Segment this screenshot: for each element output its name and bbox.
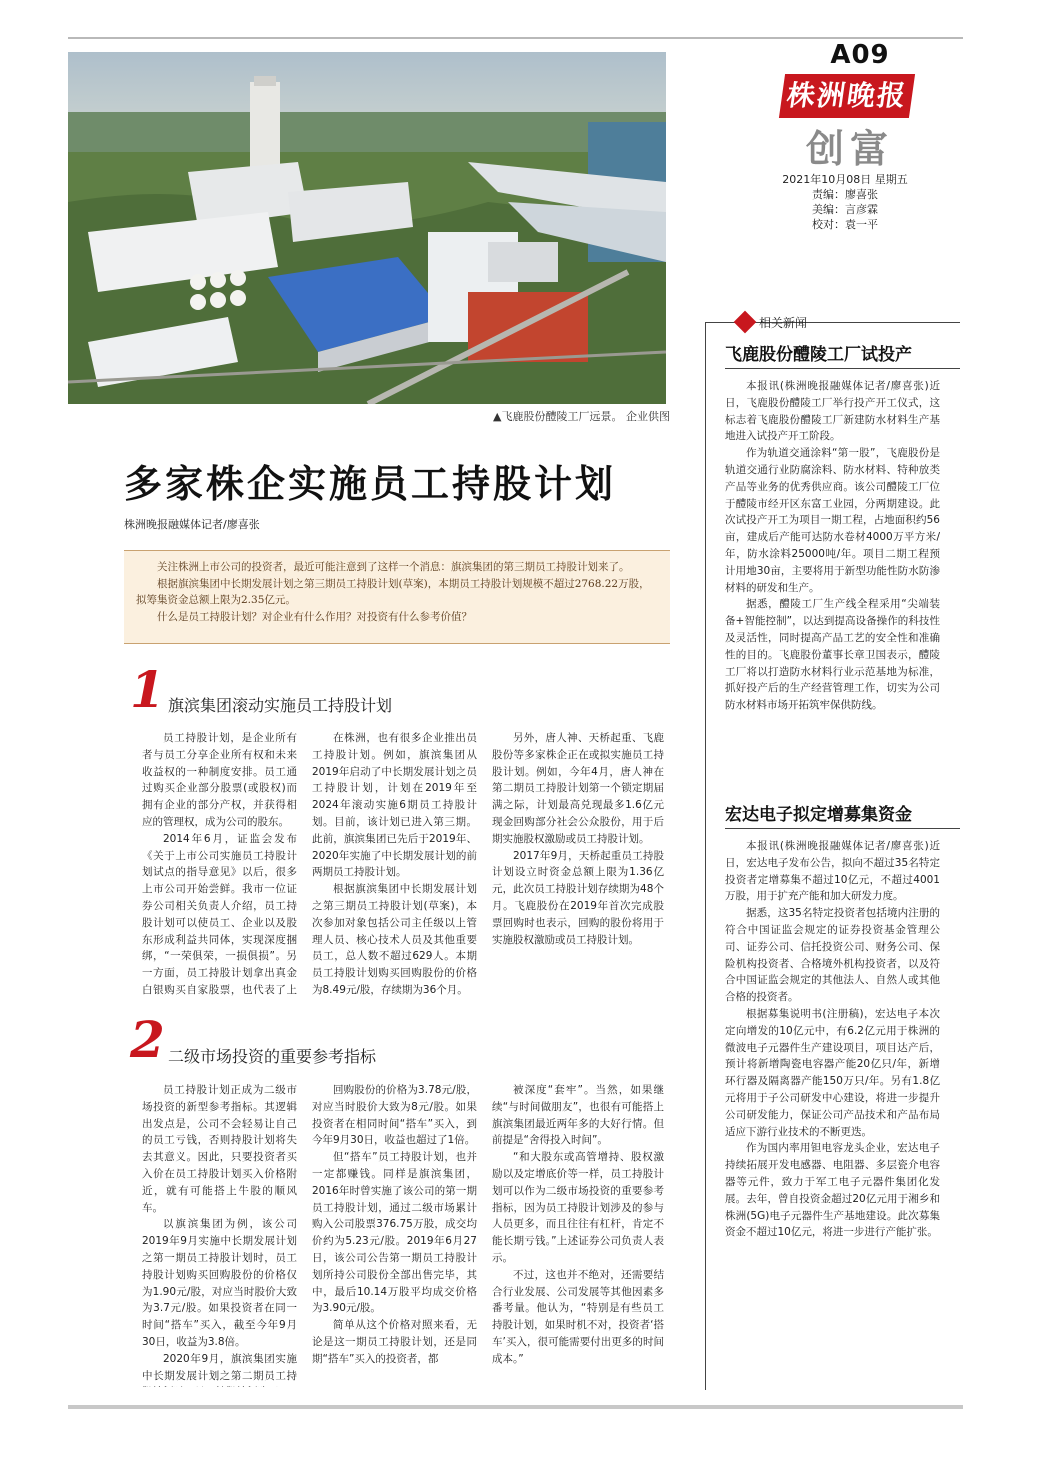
top-rule [68, 37, 963, 39]
editor-credit: 责编：廖喜张 [812, 188, 878, 201]
pen-icon [734, 311, 757, 334]
main-headline: 多家株企实施员工持股计划 [124, 462, 617, 506]
body-paragraph: 员工持股计划正成为二级市场投资的新型参考指标。其逻辑出发点是，公司不会轻易让自己的员工亏钱，否则持股计划将失去其意义。因此，只要投资者买入价在员工持股计划买入价格附近，就有可能搭上牛股的顺风车。 [142, 1084, 297, 1214]
section-1-column-1 [142, 730, 297, 1000]
sidebar-story-2-headline: 宏达电子拟定增募集资金 [725, 805, 912, 825]
proofreader-credit: 校对：袁一平 [812, 218, 878, 231]
body-paragraph: 以旗滨集团为例，该公司2019年9月实施中长期发展计划之第一期员工持股计划时，员工持股计划购买回购股份的价格仅为1.90元/股，对应当时股价大致为3.7元/股。如果投资者在同一时间“搭车”买入，截至今年9月30日，收益为3.8倍。 [142, 1218, 297, 1348]
issue-date: 2021年10月08日 星期五 [782, 173, 908, 186]
sidebar-rule [725, 368, 960, 369]
body-paragraph: 作为国内率用钽电容龙头企业，宏达电子持续拓展开发电感器、电阻器、多层瓷介电容器等元件，致力于军工电子元器件集团化发展。去年，曾自投资金超过20亿元用于湘乡和株洲(5G)电子元器件生产基地建设。此次募集资金不超过10亿元，将进一步进行产能扩张。 [725, 1142, 940, 1239]
sidebar-story-1-body [725, 378, 940, 778]
body-paragraph: 根据募集说明书(注册稿)，宏达电子本次定向增发的10亿元中，有6.2亿元用于株洲的微波电子元器件生产建设项目，项目达产后，预计将新增陶瓷电容器产能20亿只/年，新增环行器及隔离器产能150万只/年。另有1.8亿元将用于子公司研发中心建设，将进一步提升公司研发能力，保证公司产品技术和产品布局适应下游行业技术的不断更迭。 [725, 1007, 940, 1138]
bottom-rule [68, 1405, 963, 1409]
designer-credit: 美编：言彦霖 [812, 203, 878, 216]
lead-box [124, 550, 670, 644]
section-1-title: 旗滨集团滚动实施员工持股计划 [168, 696, 393, 715]
factory-aerial-illustration [68, 52, 666, 404]
body-paragraph: 据悉，这35名特定投资者包括境内注册的符合中国证监会规定的证券投资基金管理公司、证券公司、信托投资公司、财务公司、保险机构投资者、合格境外机构投资者，以及符合中国证监会规定的其他法人、自然人或其他合格的投资者。 [725, 907, 940, 1004]
sidebar-story-2-body [725, 838, 940, 1378]
paper-logo: 株洲晚报 [779, 74, 915, 118]
section-2-number: 2 [130, 1010, 165, 1069]
body-paragraph: 不过，这也并不绝对，还需要结合行业发展、公司发展等其他因素多番考量。他认为，“特别是有些员工持股计划，如果时机不对，投资者‘搭车’买入，很可能需要付出更多的时间成本。” [492, 1268, 664, 1365]
body-paragraph: 员工持股计划，是企业所有者与员工分享企业所有权和未来收益权的一种制度安排。员工通过购买企业部分股票(或股权)而拥有企业的部分产权，并获得相应的管理权，成为公司的股东。 [142, 732, 297, 828]
lead-paragraph: 什么是员工持股计划？对企业有什么作用？对投资有什么参考价值？ [157, 610, 472, 623]
section-1-column-2 [312, 730, 477, 1000]
body-paragraph: 本报讯(株洲晚报融媒体记者/廖喜张)近日，飞鹿股份醴陵工厂举行投产开工仪式，这标志着飞鹿股份醴陵工厂新建防水材料生产基地进入试投产开工阶段。 [725, 380, 940, 443]
body-paragraph: 简单从这个价格对照来看，无论是这一期员工持股计划，还是同期“搭车”买入的投资者，都 [312, 1319, 477, 1365]
body-paragraph: 据悉，醴陵工厂生产线全程采用“尖端装备+智能控制”，以达到提高设备操作的科技性及灵活性，同时提高产品工艺的安全性和准确性的目的。飞鹿股份董事长章卫国表示，醴陵工厂将以打造防水材料行业示范基地为标准，抓好投产后的生产经营管理工作，切实为公司防水材料市场开拓筑牢保供防线。 [725, 598, 940, 712]
lead-paragraph: 根据旗滨集团中长期发展计划之第三期员工持股计划(草案)，本期员工持股计划规模不超过2768.22万股，拟筹集资金总额上限为2.35亿元。 [136, 577, 650, 606]
section-1-number: 1 [130, 660, 165, 719]
page-number: A09 [830, 40, 890, 70]
body-paragraph: 2017年9月，天桥起重员工持股计划设立时资金总额上限为1.36亿元，此次员工持股计划存续期为48个月。飞鹿股份在2019年首次完成股票回购时也表示，回购的股份将用于实施股权激励或员工持股计划。 [492, 849, 664, 946]
related-news-tag [733, 312, 843, 332]
body-paragraph: 根据旗滨集团中长期发展计划之第三期员工持股计划(草案)，本次参加对象包括公司主任级以上管理人员、核心技术人员及其他重要员工，总人数不超过629人。本期员工持股计划购买回购股份的价格为8.49元/股，存续期为36个月。 [312, 883, 477, 996]
section-2-column-1 [142, 1082, 297, 1387]
related-news-label: 相关新闻 [759, 316, 808, 330]
body-paragraph: 作为轨道交通涂料“第一股”，飞鹿股份是轨道交通行业防腐涂料、防水材料、特种放类产品等业务的优秀供应商。该公司醴陵工厂位于醴陵市经开区东富工业园，分两期建设。此次试投产开工为项目一期工程，占地面积约56亩，建成后产能可达防水卷材4000万平方米/年，防水涂料25000吨/年。项目二期工程预计用地30亩，主要将用于新型功能性防水防渗材料的研发和生产。 [725, 447, 940, 594]
section-title: 创富 [805, 126, 894, 171]
body-paragraph: 但“搭车”员工持股计划，也并一定都赚钱。同样是旗滨集团，2016年时曾实施了该公司的第一期员工持股计划，通过二级市场累计购入公司股票376.75万股，成交均价约为5.23元/股。2019年6月27日，该公司公告第一期员工持股计划所持公司股份全部出售完毕，其中，最后10.14万股平均成交价格为3.90元/股。 [312, 1151, 477, 1315]
lead-paragraph: 关注株洲上市公司的投资者，最近可能注意到了这样一个消息：旗滨集团的第三期员工持股计划来了。 [157, 561, 630, 573]
factory-aerial-photo [68, 52, 666, 404]
section-2-title: 二级市场投资的重要参考指标 [168, 1047, 377, 1066]
section-2-column-3 [492, 1082, 664, 1387]
body-paragraph: 2020年9月，旗滨集团实施中长期发展计划之第二期员工持 [142, 1352, 297, 1382]
body-paragraph: 2014年6月，证监会发布《关于上市公司实施员工持股计划试点的指导意见》以后，很多上市公司开始尝鲜。我市一位证券公司相关负责人介绍，员工持股计划可以使员工、企业以及股东形成利益共同体，实现深度捆绑，“一荣俱荣，一损俱损”。另一方面，员工持股计划拿出真金白银购买自家股票，也代表了上 [142, 832, 297, 996]
masthead-meta [770, 172, 920, 232]
body-paragraph: 另外，唐人神、天桥起重、飞鹿股份等多家株企正在或拟实施员工持股计划。例如，今年4月，唐人神在第二期员工持股计划第一个锁定期届满之际，计划最高兑现最多1.6亿元现金回购部分社会公众股份，用于后期实施股权激励或员工持股计划。 [492, 732, 664, 845]
byline: 株洲晚报融媒体记者/廖喜张 [124, 518, 260, 531]
photo-caption: ▲飞鹿股份醴陵工厂远景。 企业供图 [493, 410, 670, 423]
sidebar-story-1-headline: 飞鹿股份醴陵工厂试投产 [725, 345, 912, 365]
body-paragraph: 在株洲，也有很多企业推出员工持股计划。例如，旗滨集团从2019年启动了中长期发展计划之员工持股计划，计划在2019年至2024年滚动实施6期员工持股计划。目前，该计划已进入第三期。此前，旗滨集团已先后于2019年、2020年实施了中长期发展计划的前两期员工持股计划。 [312, 732, 477, 879]
sidebar-rule [725, 828, 960, 829]
body-paragraph: 被深度“套牢”。当然，如果继续“与时间做朋友”，也很有可能搭上旗滨集团最近两年多的大好行情。但前提是“舍得投入时间”。 [492, 1084, 664, 1147]
body-paragraph: 回购股份的价格为3.78元/股，对应当时股价大致为8元/股。如果投资者在相同时间“搭车”买入，到今年9月30日，收益也超过了1倍。 [312, 1084, 477, 1147]
section-1-column-3 [492, 730, 664, 1000]
body-paragraph: “和大股东或高管增持、股权激励以及定增底价等一样，员工持股计划可以作为二级市场投资的重要参考指标，因为员工持股计划涉及的参与人员更多，而且往往有杠杆，肯定不能长期亏钱。”上述证券公司负责人表示。 [492, 1151, 664, 1264]
section-2-column-2 [312, 1082, 477, 1387]
body-paragraph: 本报讯(株洲晚报融媒体记者/廖喜张)近日，宏达电子发布公告，拟向不超过35名特定投资者定增募集不超过10亿元，不超过4001万股，用于扩充产能和加大研发力度。 [725, 840, 940, 903]
